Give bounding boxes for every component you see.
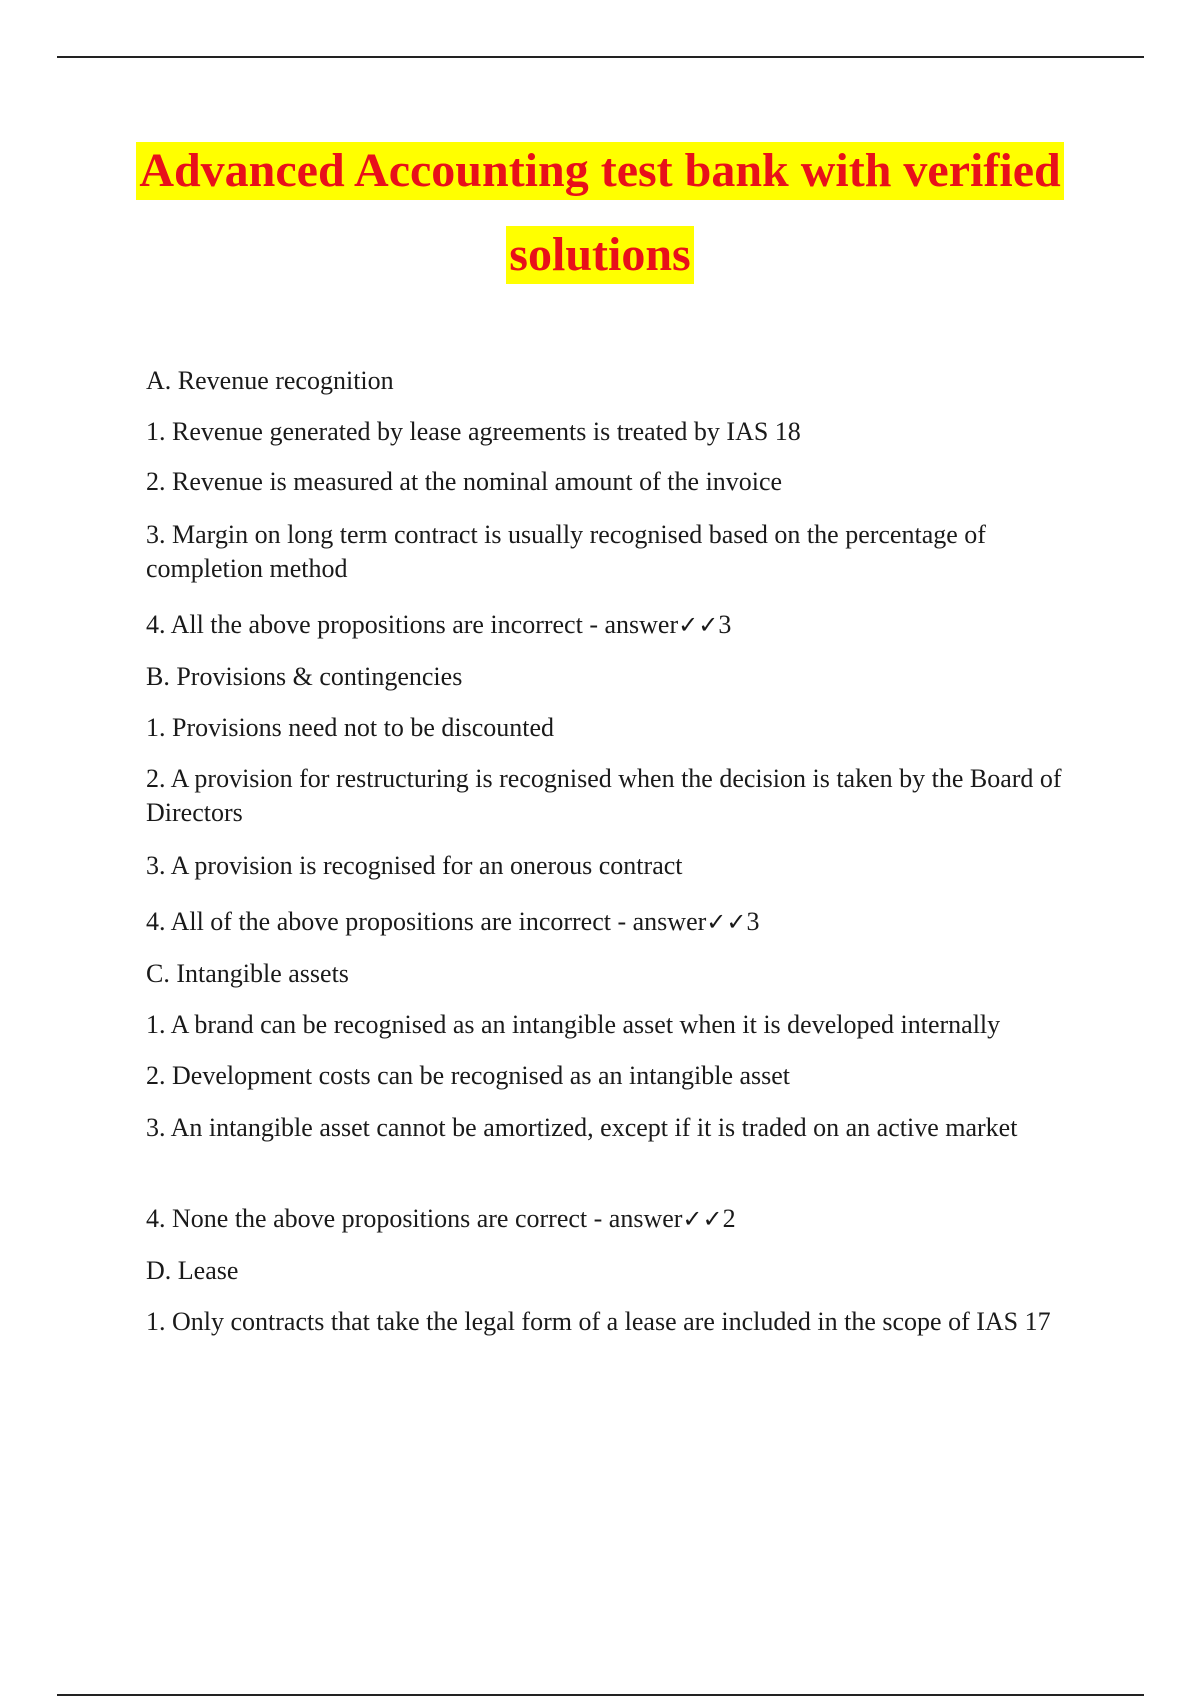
question-item: 2. Revenue is measured at the nominal amount of the invoice: [146, 467, 783, 496]
bottom-rule: [57, 1694, 1144, 1696]
section-heading-d: D. Lease: [146, 1256, 239, 1285]
question-item: 4. None the above propositions are correct - answer: [146, 1204, 683, 1233]
check-marks-icon: ✓✓: [706, 908, 747, 936]
answer-line: [146, 905, 1086, 939]
answer-value: 2: [722, 1204, 736, 1233]
answer-line: [146, 1202, 1086, 1236]
answer-line: [146, 608, 1086, 642]
question-item: 3. Margin on long term contract is usually recognised based on the percentage of completion method: [146, 520, 986, 583]
check-marks-icon: ✓✓: [682, 1205, 723, 1233]
question-item: 3. A provision is recognised for an onerous contract: [146, 851, 683, 880]
title-line-1: Advanced Accounting test bank with verified: [136, 142, 1063, 200]
title-line-2: solutions: [506, 226, 693, 284]
question-item: 2. A provision for restructuring is recognised when the decision is taken by the Board of Directors: [146, 764, 1062, 827]
answer-value: 3: [718, 610, 732, 639]
question-item: 2. Development costs can be recognised as an intangible asset: [146, 1061, 791, 1090]
section-heading-a: A. Revenue recognition: [146, 366, 394, 395]
section-heading-c: C. Intangible assets: [146, 959, 349, 988]
section-heading-b: B. Provisions & contingencies: [146, 662, 463, 691]
question-item: 3. An intangible asset cannot be amortized, except if it is traded on an active market: [146, 1113, 1018, 1142]
check-marks-icon: ✓✓: [678, 611, 719, 639]
answer-value: 3: [746, 907, 760, 936]
question-item: 4. All of the above propositions are incorrect - answer: [146, 907, 707, 936]
question-item: 1. Provisions need not to be discounted: [146, 713, 555, 742]
question-item: 1. Only contracts that take the legal form of a lease are included in the scope of IAS 17: [146, 1307, 1051, 1336]
question-item: 4. All the above propositions are incorrect - answer: [146, 610, 679, 639]
question-item: 1. Revenue generated by lease agreements is treated by IAS 18: [146, 417, 801, 446]
question-item: 1. A brand can be recognised as an intangible asset when it is developed internally: [146, 1010, 1001, 1039]
